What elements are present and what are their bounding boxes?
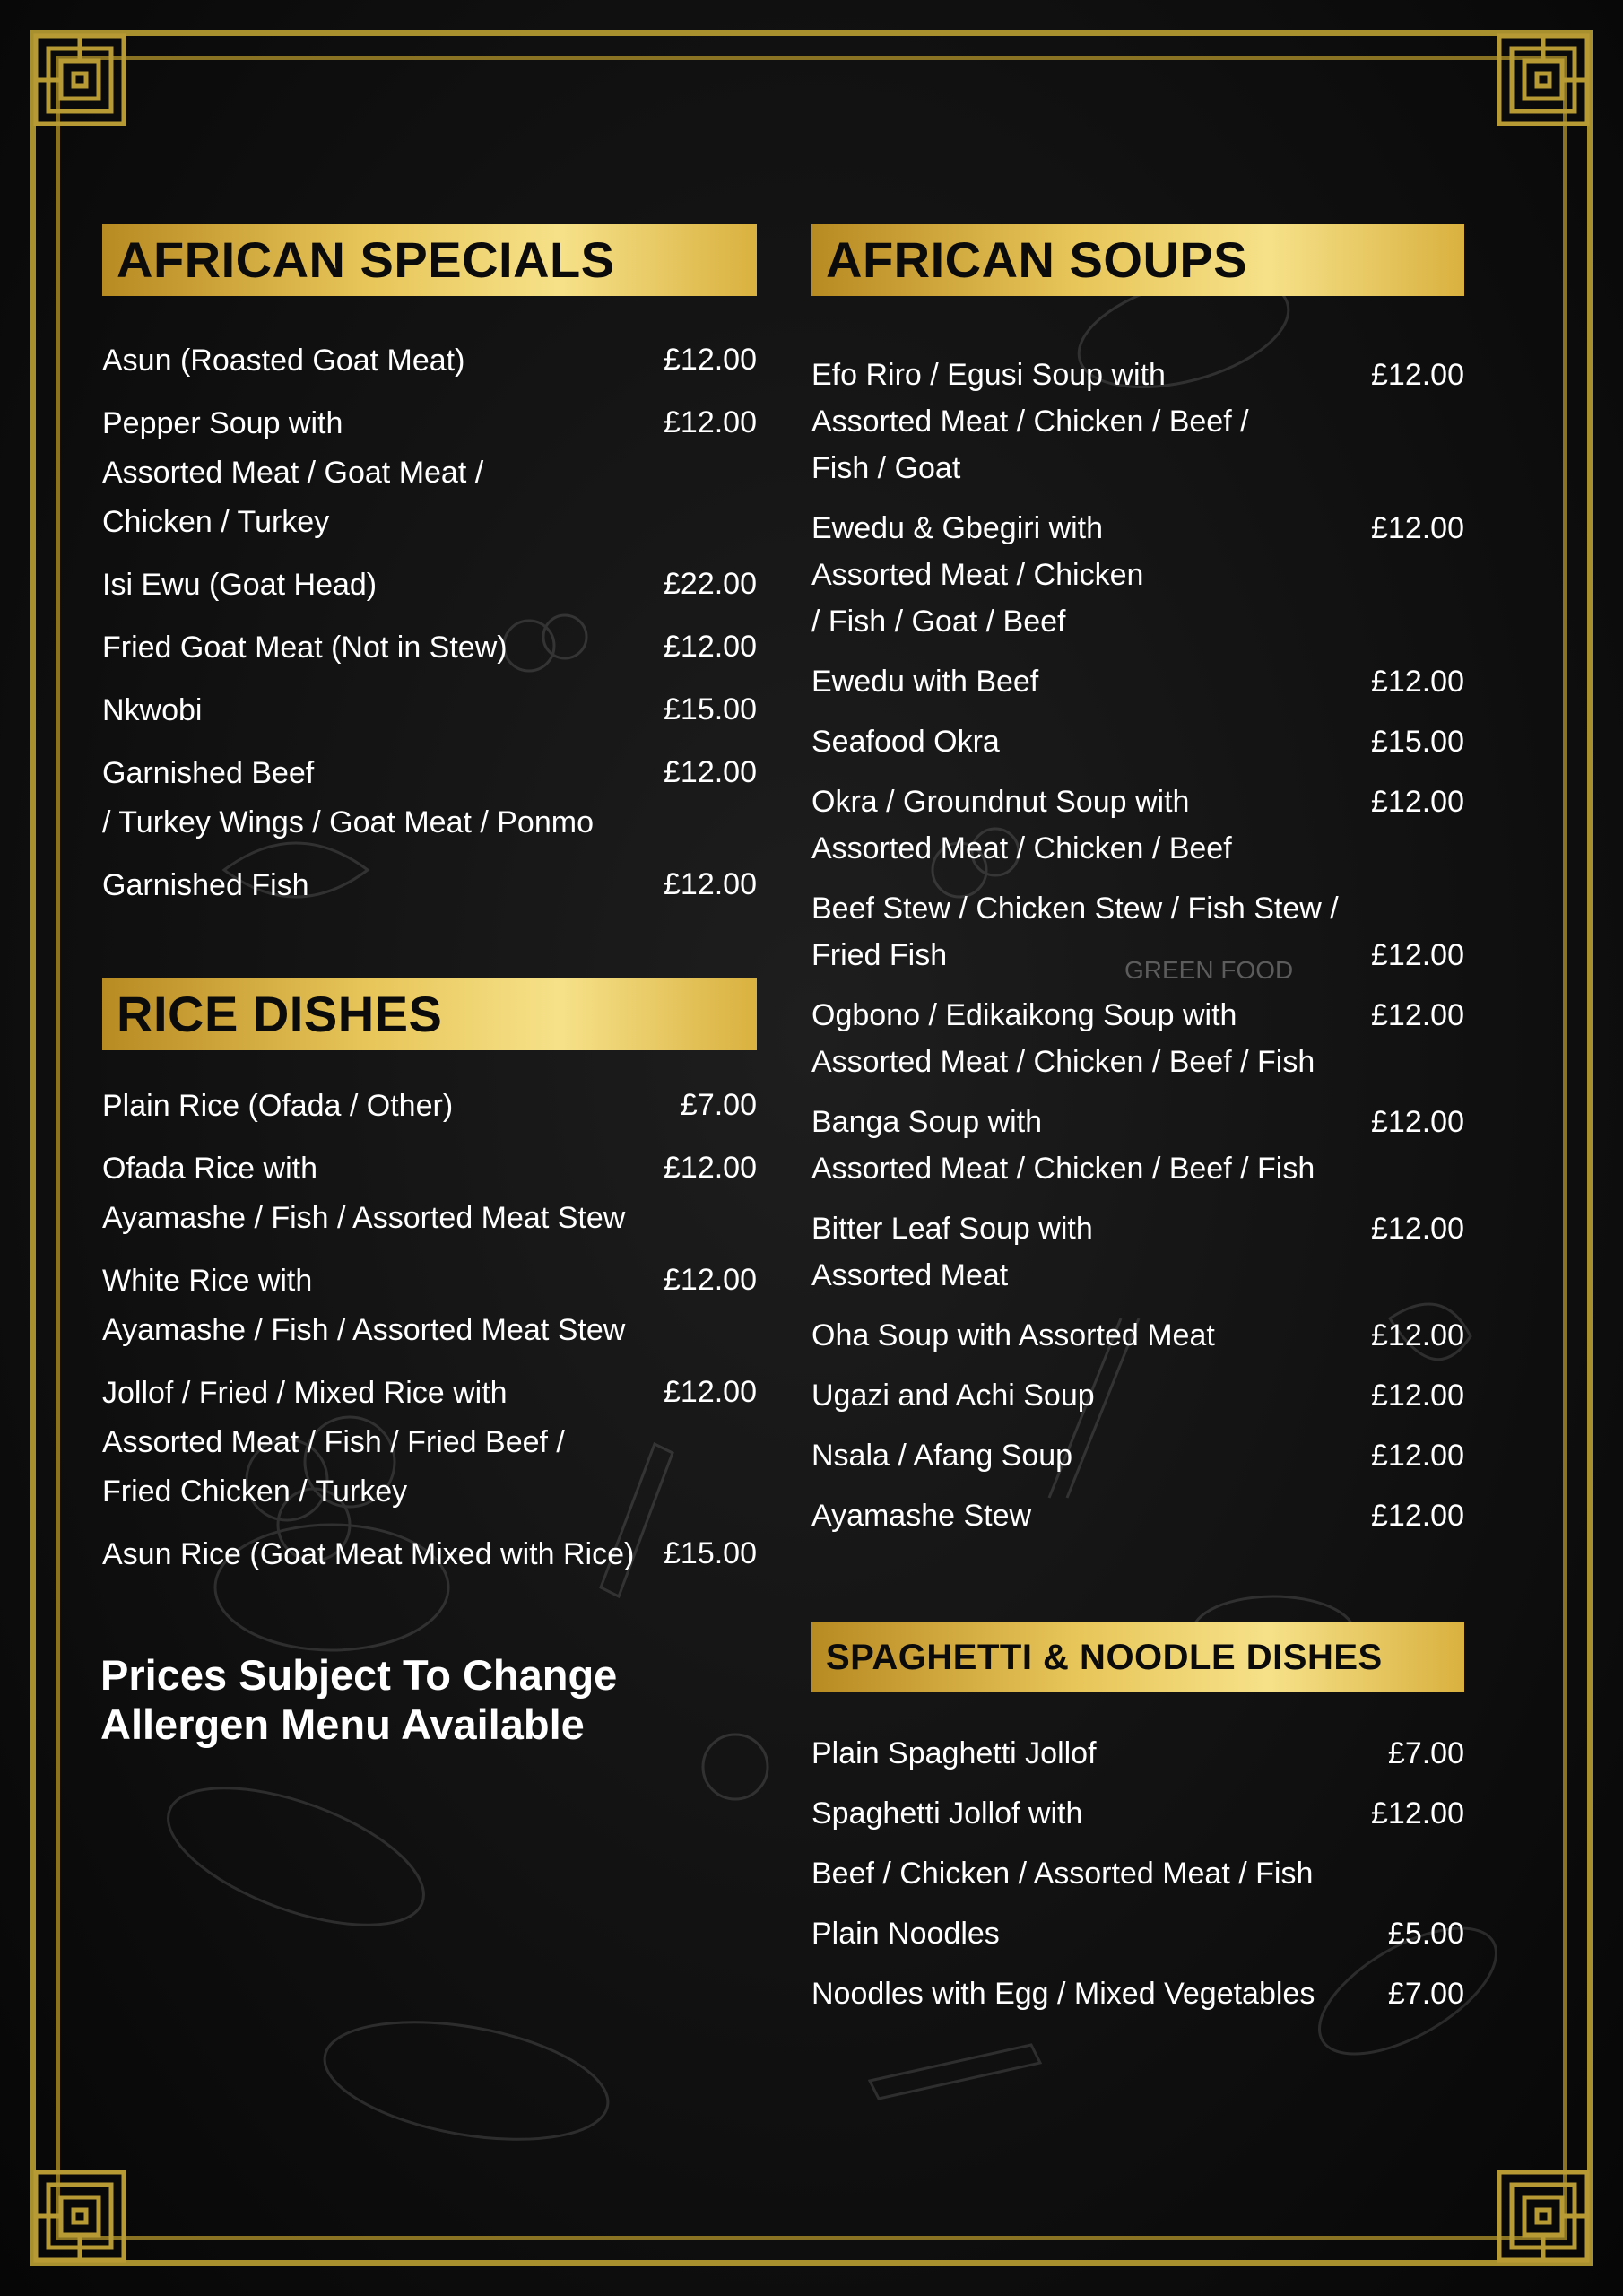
menu-item-price: £12.00 (1371, 1499, 1464, 1533)
right-column (812, 224, 1464, 2031)
menu-item-name: Seafood Okra (812, 725, 1000, 759)
menu-item-name: Beef / Chicken / Assorted Meat / Fish (812, 1857, 1314, 1891)
menu-item (812, 1492, 1464, 1539)
menu-item (102, 1257, 757, 1355)
menu-item (812, 1099, 1464, 1192)
menu-item-name: Bitter Leaf Soup with Assorted Meat (812, 1212, 1093, 1292)
menu-item (812, 885, 1464, 978)
menu-item (812, 658, 1464, 705)
menu-item (102, 623, 757, 673)
spaghetti-noodles-heading: SPAGHETTI & NOODLE DISHES (812, 1622, 1464, 1692)
menu-item-price: £12.00 (1371, 511, 1464, 545)
left-column (102, 224, 757, 1593)
menu-item-price: £12.00 (1371, 785, 1464, 819)
menu-item-price: £12.00 (664, 867, 757, 901)
menu-item-name: Ewedu with Beef (812, 665, 1039, 699)
menu-item-name: Efo Riro / Egusi Soup with Assorted Meat / Chicken / Beef / Fish / Goat (812, 358, 1249, 485)
menu-item (812, 352, 1464, 491)
corner-ornament-top-right (1494, 30, 1593, 129)
menu-item (812, 1372, 1464, 1419)
menu-item (812, 1910, 1464, 1957)
menu-item-price: £12.00 (664, 405, 757, 439)
menu-item-name: Ugazi and Achi Soup (812, 1378, 1095, 1413)
menu-item-price: £12.00 (664, 343, 757, 377)
menu-item-price: £12.00 (1371, 1439, 1464, 1473)
menu-item-name: Ofada Rice with Ayamashe / Fish / Assorted Meat Stew (102, 1152, 626, 1235)
menu-item-price: £12.00 (664, 1151, 757, 1185)
menu-item-name: Ogbono / Edikaikong Soup with Assorted Meat / Chicken / Beef / Fish (812, 998, 1315, 1079)
menu-item-price: £12.00 (664, 1375, 757, 1409)
spaghetti-noodles-list (812, 1730, 1464, 2017)
menu-item-name: Asun Rice (Goat Meat Mixed with Rice) (102, 1537, 635, 1571)
menu-item-price: £12.00 (1371, 358, 1464, 392)
menu-item (102, 336, 757, 386)
menu-item (102, 561, 757, 610)
prices-subject-notice: Prices Subject To Change (100, 1651, 618, 1699)
menu-item-price: £7.00 (1387, 1977, 1464, 2011)
menu-item-name: Plain Rice (Ofada / Other) (102, 1089, 454, 1123)
menu-item (812, 778, 1464, 872)
menu-item-name: Ewedu & Gbegiri with Assorted Meat / Chicken / Fish / Goat / Beef (812, 511, 1144, 639)
menu-item (812, 1205, 1464, 1299)
menu-item-name: Nsala / Afang Soup (812, 1439, 1073, 1473)
menu-item-price: £22.00 (664, 567, 757, 601)
menu-item-price: £12.00 (1371, 1212, 1464, 1246)
corner-ornament-bottom-left (30, 2167, 129, 2266)
menu-item (102, 1369, 757, 1517)
menu-item-price: £7.00 (680, 1088, 757, 1122)
menu-item-name: Plain Spaghetti Jollof (812, 1736, 1097, 1770)
menu-item-name: Asun (Roasted Goat Meat) (102, 344, 465, 378)
menu-item (812, 1790, 1464, 1837)
menu-item-price: £15.00 (664, 692, 757, 726)
african-specials-heading: AFRICAN SPECIALS (102, 224, 757, 296)
menu-item (812, 1432, 1464, 1479)
menu-item-price: £12.00 (1371, 665, 1464, 699)
menu-item (102, 1530, 757, 1579)
menu-item-name: Oha Soup with Assorted Meat (812, 1318, 1215, 1352)
menu-item (812, 505, 1464, 645)
menu-item (812, 1850, 1464, 1897)
menu-item-name: Spaghetti Jollof with (812, 1796, 1083, 1831)
menu-item (102, 749, 757, 848)
menu-item-price: £12.00 (664, 1263, 757, 1297)
menu-item (102, 1144, 757, 1243)
menu-item-name: Fried Goat Meat (Not in Stew) (102, 631, 508, 665)
menu-item (102, 399, 757, 547)
african-soups-heading: AFRICAN SOUPS (812, 224, 1464, 296)
corner-ornament-bottom-right (1494, 2167, 1593, 2266)
menu-item-price: £12.00 (1371, 1318, 1464, 1352)
menu-item-price: £12.00 (1371, 938, 1464, 972)
menu-item-name: Nkwobi (102, 693, 203, 727)
menu-item-price: £12.00 (1371, 1105, 1464, 1139)
rice-dishes-list (102, 1082, 757, 1579)
menu-item-name: Noodles with Egg / Mixed Vegetables (812, 1977, 1315, 2011)
african-specials-list (102, 336, 757, 910)
menu-item-name: Jollof / Fried / Mixed Rice with Assorted Meat / Fish / Fried Beef / Fried Chicken / Turkey (102, 1376, 565, 1509)
menu-item-name: Banga Soup with Assorted Meat / Chicken / Beef / Fish (812, 1105, 1315, 1186)
menu-item-price: £12.00 (664, 755, 757, 789)
corner-ornament-top-left (30, 30, 129, 129)
menu-item-price: £12.00 (1371, 998, 1464, 1032)
menu-item (812, 1312, 1464, 1359)
menu-item-price: £15.00 (664, 1536, 757, 1570)
menu-item-price: £12.00 (1371, 1796, 1464, 1831)
menu-item-name: Ayamashe Stew (812, 1499, 1032, 1533)
watermark-text: GREEN FOOD (1124, 956, 1294, 984)
menu-item-name: Okra / Groundnut Soup with Assorted Meat / Chicken / Beef (812, 785, 1232, 865)
menu-item-name: Pepper Soup with Assorted Meat / Goat Meat / Chicken / Turkey (102, 406, 484, 539)
menu-item-price: £5.00 (1387, 1917, 1464, 1951)
menu-item-name: Garnished Fish (102, 868, 309, 902)
menu-item-price: £7.00 (1387, 1736, 1464, 1770)
menu-item (102, 1082, 757, 1131)
menu-item (102, 861, 757, 910)
menu-item (102, 686, 757, 735)
menu-item-name: Plain Noodles (812, 1917, 1000, 1951)
notice-block (100, 1650, 617, 1749)
african-soups-list (812, 352, 1464, 1539)
menu-item-price: £12.00 (664, 630, 757, 664)
menu-item-price: £15.00 (1371, 725, 1464, 759)
allergen-menu-notice: Allergen Menu Available (100, 1700, 585, 1748)
menu-item (812, 992, 1464, 1085)
menu-item-name: Isi Ewu (Goat Head) (102, 568, 378, 602)
menu-item-name: Beef Stew / Chicken Stew / Fish Stew / Fried Fish (812, 891, 1339, 972)
menu-item-name: Garnished Beef / Turkey Wings / Goat Meat / Ponmo (102, 756, 594, 839)
menu-item (812, 718, 1464, 765)
rice-dishes-heading: RICE DISHES (102, 978, 757, 1050)
menu-item (812, 1730, 1464, 1777)
menu-item-name: White Rice with Ayamashe / Fish / Assorted Meat Stew (102, 1264, 626, 1347)
menu-item-price: £12.00 (1371, 1378, 1464, 1413)
menu-item (812, 1970, 1464, 2017)
